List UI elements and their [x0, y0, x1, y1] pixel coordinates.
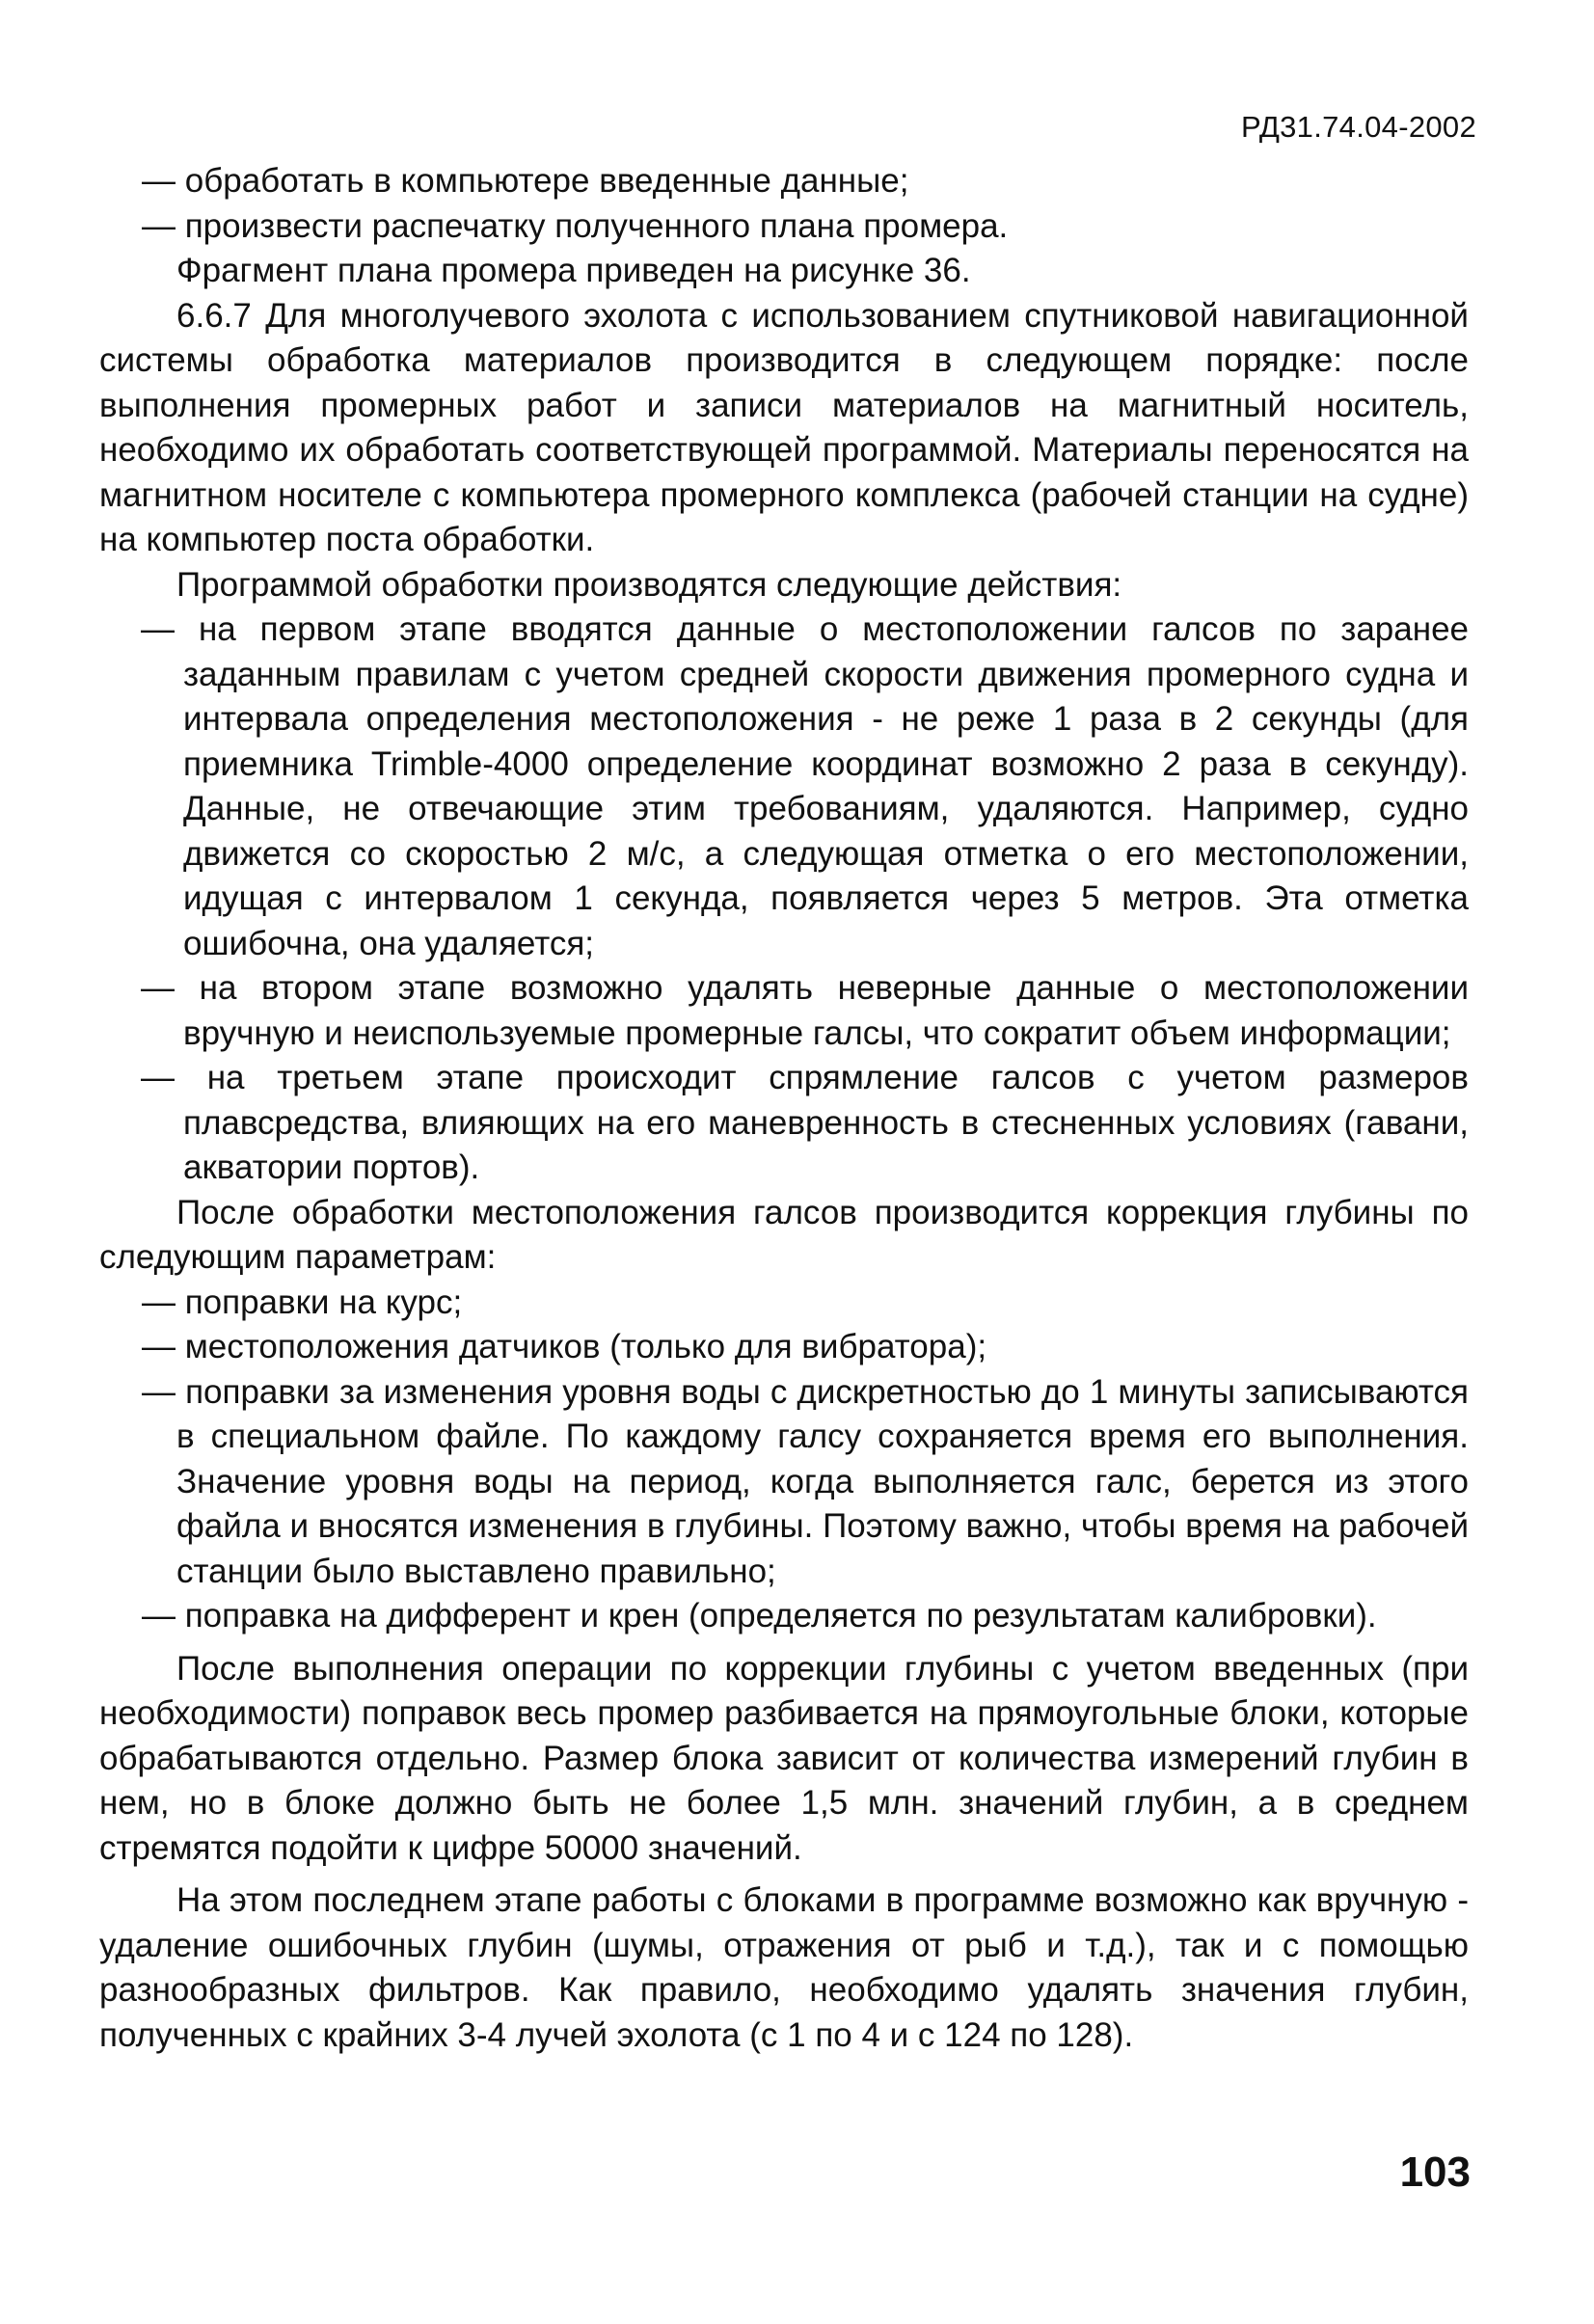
- list-item: — на третьем этапе происходит спрямление галсов с учетом размеров плавсредства, влияющих на его маневренность в стесненных условиях (гавани, акватории портов).: [141, 1059, 1469, 1186]
- page-body: [99, 159, 1469, 2058]
- list-item: — поправка на дифферент и крен (определяется по результатам калибровки).: [142, 1597, 1377, 1635]
- list-item: — произвести распечатку полученного плана промера.: [142, 206, 1009, 245]
- list-item: — обработать в компьютере введенные данные;: [142, 162, 909, 200]
- list-item: — поправки на курс;: [142, 1283, 463, 1321]
- list-item: — на первом этапе вводятся данные о местоположении галсов по заранее заданным правилам с учетом средней скорости движения промерного судна и интервала определения местоположения - не реже 1 раза в 2 секунды (для приемника Trimble-4000 определение координат возможно 2 раза в секунду). Данные, не отвечающие этим требованиям, удаляются. Например, судно движется со скоростью 2 м/с, а следующая отметка о его местоположении, идущая с интервалом 1 секунда, появляется через 5 метров. Эта отметка ошибочна, она удаляется;: [141, 610, 1469, 962]
- list-item: — поправки за изменения уровня воды с дискретностью до 1 минуты записываются в специальном файле. По каждому галсу сохраняется время его выполнения. Значение уровня воды на период, когда выполняется галс, берется из этого файла и вносятся изменения в глубины. Поэтому важно, чтобы время на рабочей станции было выставлено правильно;: [142, 1372, 1469, 1590]
- list-item: — местоположения датчиков (только для вибратора);: [142, 1328, 987, 1365]
- paragraph: Программой обработки производятся следующие действия:: [176, 565, 1122, 604]
- paragraph: После обработки местоположения галсов производится коррекция глубины по следующим параметрам:: [99, 1193, 1469, 1276]
- page-number: 103: [1399, 2148, 1471, 2196]
- paragraph: После выполнения операции по коррекции глубины с учетом введенных (при необходимости) поправок весь промер разбивается на прямоугольные блоки, которые обрабатываются отдельно. Размер блока зависит от количества измерений глубин в нем, но в блоке должно быть не более 1,5 млн. значений глубин, а в среднем стремятся подойти к цифре 50000 значений.: [99, 1649, 1469, 1867]
- list-item: — на втором этапе возможно удалять неверные данные о местоположении вручную и неиспользуемые промерные галсы, что сократит объем информации;: [141, 969, 1469, 1052]
- section-paragraph-6-6-7: 6.6.7 Для многолучевого эхолота с использованием спутниковой навигационной системы обработка материалов производится в следующем порядке: после выполнения промерных работ и записи материалов на магнитный носитель, необходимо их обработать соответствующей программой. Материалы переносятся на магнитном носителе с компьютера промерного комплекса (рабочей станции на судне) на компьютер поста обработки.: [99, 296, 1469, 558]
- paragraph: Фрагмент плана промера приведен на рисунке 36.: [176, 252, 971, 289]
- paragraph: На этом последнем этапе работы с блоками в программе возможно как вручную - удаление ошибочных глубин (шумы, отражения от рыб и т.д.), так и с помощью разнообразных фильтров. Как правило, необходимо удалять значения глубин, полученных с крайних 3-4 лучей эхолота (с 1 по 4 и с 124 по 128).: [99, 1881, 1469, 2054]
- document-code: РД31.74.04-2002: [1240, 110, 1476, 144]
